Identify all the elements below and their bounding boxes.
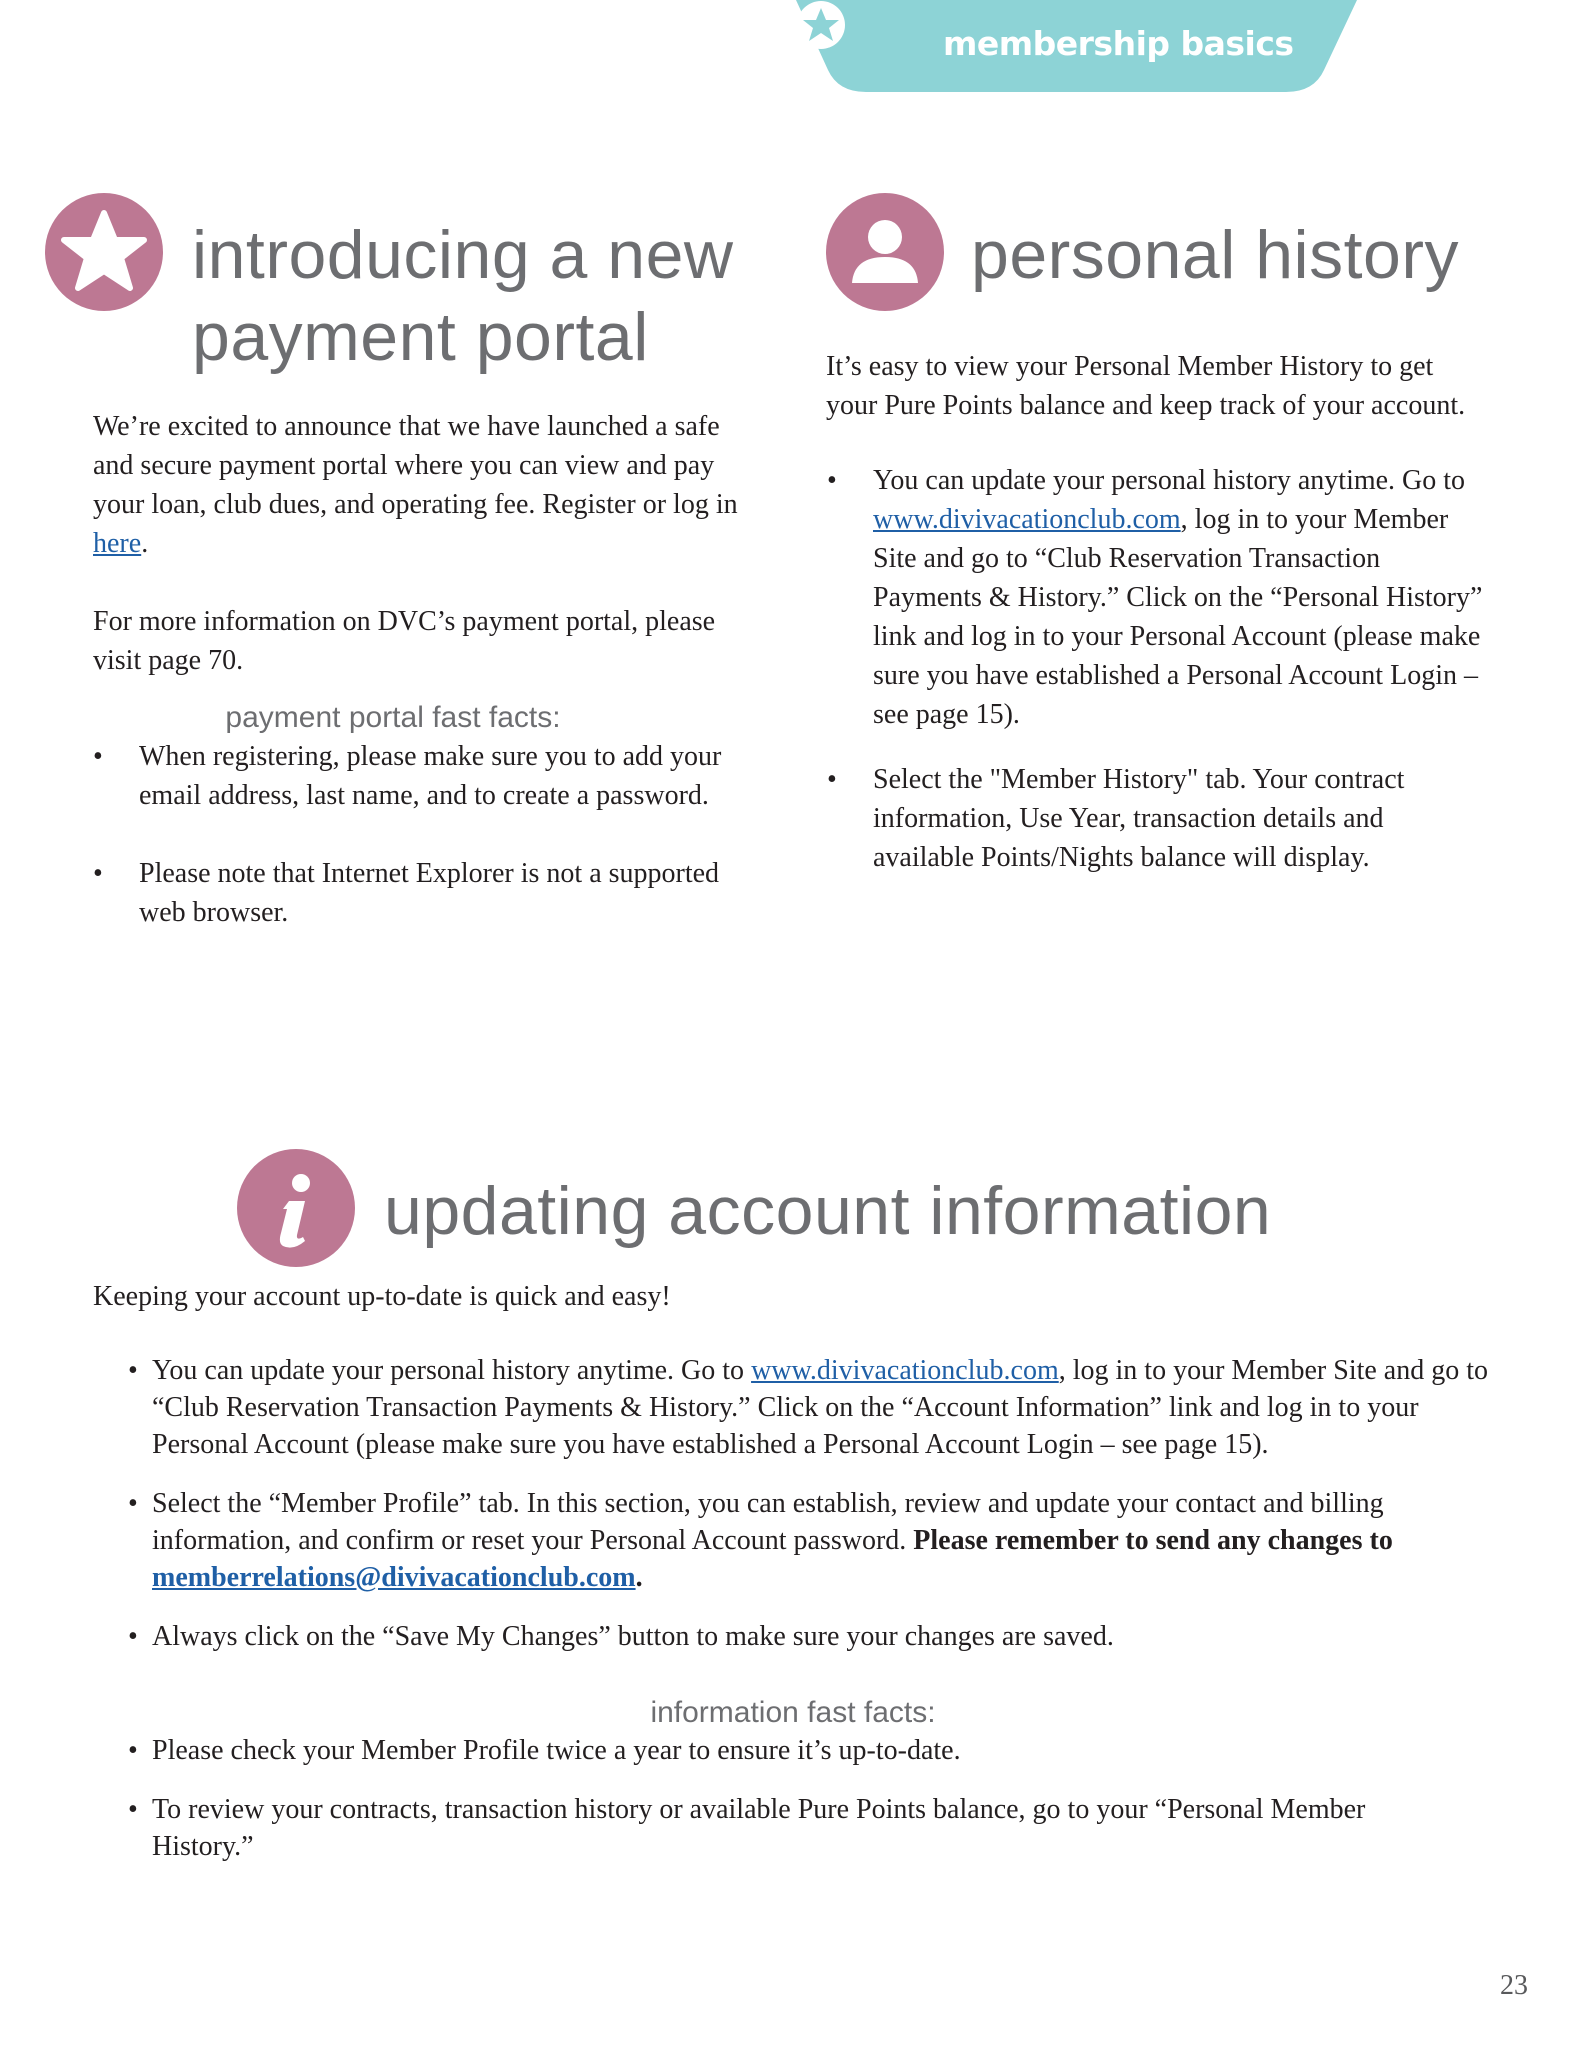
list-item: • Always click on the “Save My Changes” button to make sure your changes are saved. — [128, 1621, 1114, 1652]
member-relations-email-link[interactable]: memberrelations@divivacationclub.com — [152, 1562, 636, 1593]
payment-fast-facts-list — [93, 737, 759, 932]
payment-portal-body — [93, 407, 753, 932]
account-info-body — [93, 1277, 1493, 1865]
list-item: • You can update your personal history anytime. Go to www.divivacationclub.com, log in to your Member Site and go to “Club Reservation Transaction Payments & History.” Click on the “Personal History” link and log in to your Personal Account (please make sure you have established a Personal Account Login – see page 15). — [827, 465, 1483, 730]
payment-portal-title: introducing a new payment portal — [192, 217, 734, 375]
account-info-intro: Keeping your account up-to-date is quick and easy! — [93, 1281, 671, 1312]
list-item: • Please note that Internet Explorer is not a supported web browser. — [93, 858, 720, 928]
person-icon — [826, 193, 944, 311]
info-icon — [237, 1149, 355, 1267]
account-info-list — [128, 1352, 1492, 1655]
divi-site-link[interactable]: www.divivacationclub.com — [751, 1355, 1059, 1386]
list-item: • You can update your personal history anytime. Go to www.divivacationclub.com, log in to your Member Site and go to “Club Reservation Transaction Payments & History.” Click on the “Account Information” link and log in to your Personal Account (please make sure you have established a Personal Account Login – see page 15). — [128, 1355, 1489, 1460]
payment-fast-facts-title: payment portal fast facts: — [225, 701, 561, 734]
account-info-title: updating account information — [384, 1173, 1272, 1249]
payment-intro: We’re excited to announce that we have launched a safe and secure payment portal where you can view and pay your loan, club dues, and operating fee. Register or log in here. — [93, 411, 738, 559]
list-item: • To review your contracts, transaction history or available Pure Points balance, go to your “Personal Member History.” — [128, 1794, 1366, 1862]
personal-history-intro: It’s easy to view your Personal Member History to get your Pure Points balance and keep track of your account. — [826, 351, 1466, 421]
personal-history-title: personal history — [971, 217, 1460, 293]
section-tab — [796, 0, 1357, 92]
star-icon — [45, 193, 163, 311]
personal-history-list — [827, 461, 1483, 877]
payment-more-info: For more information on DVC’s payment portal, please visit page 70. — [93, 606, 716, 676]
info-fast-facts-title: information fast facts: — [650, 1696, 936, 1729]
list-item: • When registering, please make sure you to add your email address, last name, and to create a password. — [93, 741, 722, 811]
info-fast-facts-list — [128, 1732, 1492, 1865]
tab-label: membership basics — [943, 24, 1294, 63]
here-link[interactable]: here — [93, 528, 142, 559]
personal-history-body — [826, 347, 1483, 877]
page-number: 23 — [1500, 1970, 1528, 2001]
divi-site-link[interactable]: www.divivacationclub.com — [873, 504, 1181, 535]
list-item: • Select the "Member History" tab. Your contract information, Use Year, transaction details and available Points/Nights balance will display. — [827, 764, 1405, 873]
list-item: • Select the “Member Profile” tab. In this section, you can establish, review and update your contact and billing information, and confirm or reset your Personal Account password. Please remember to send any changes to memberrelations@divivacationclub.com. — [128, 1488, 1393, 1593]
list-item: • Please check your Member Profile twice a year to ensure it’s up-to-date. — [128, 1735, 961, 1766]
star-icon — [796, 0, 846, 50]
